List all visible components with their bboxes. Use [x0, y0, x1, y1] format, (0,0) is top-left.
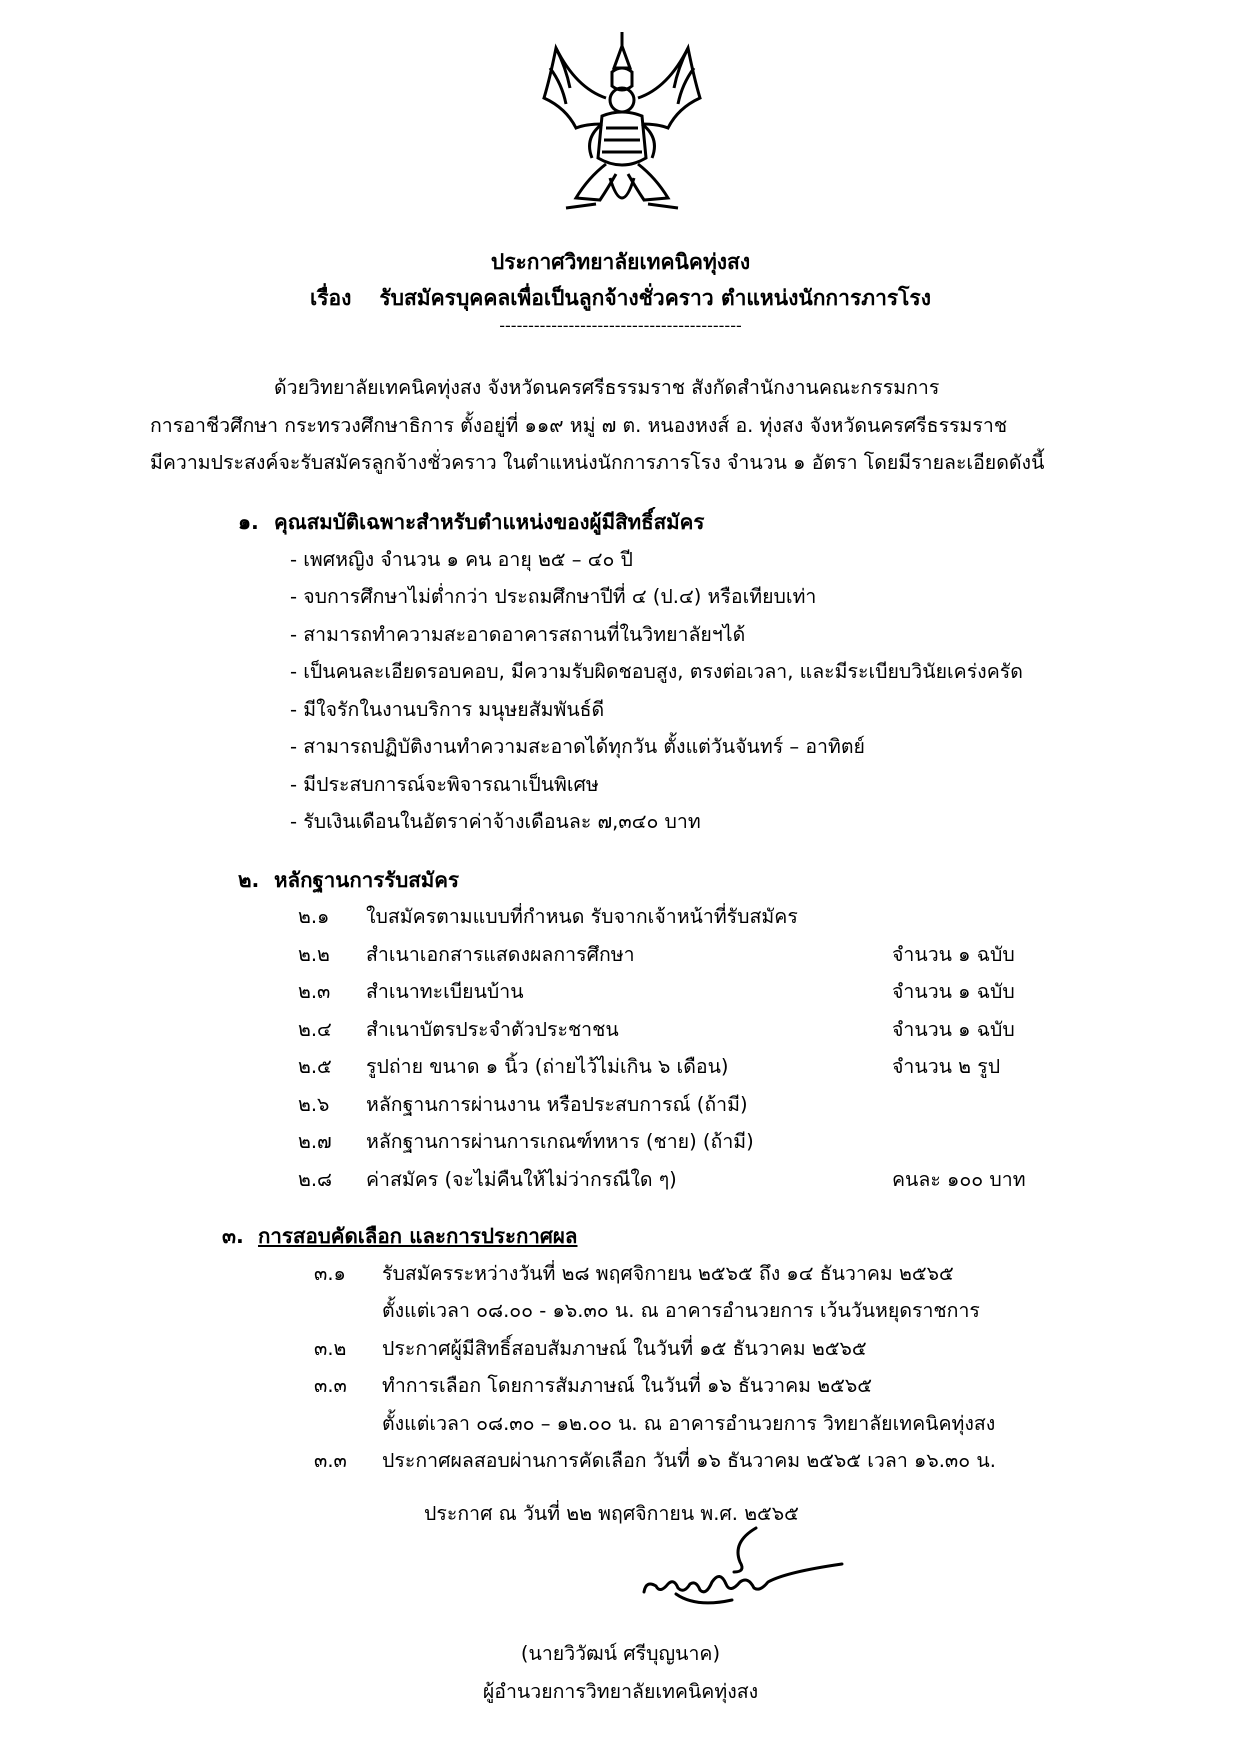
qualification-item: - สามารถทำความสะอาดอาคารสถานที่ในวิทยาลัยฯได้	[290, 623, 746, 646]
document-item: ๒.๑ ใบสมัครตามแบบที่กำหนด รับจากเจ้าหน้าที่รับสมัคร	[298, 905, 798, 928]
qualification-item: - เพศหญิง จำนวน ๑ คน อายุ ๒๕ – ๔๐ ปี	[290, 548, 633, 571]
section-3-heading	[222, 1220, 578, 1253]
schedule-item: ๓.๑ รับสมัครระหว่างวันที่ ๒๘ พฤศจิกายน ๒๕๖๕ ถึง ๑๔ ธันวาคม ๒๕๖๕	[314, 1262, 954, 1285]
document-item: ๒.๖ หลักฐานการผ่านงาน หรือประสบการณ์ (ถ้ามี)	[298, 1093, 748, 1116]
document-item: ๒.๕ รูปถ่าย ขนาด ๑ นิ้ว (ถ่ายไว้ไม่เกิน ๖ เดือน)	[298, 1055, 729, 1078]
qualification-item: - เป็นคนละเอียดรอบคอบ, มีความรับผิดชอบสูง, ตรงต่อเวลา, และมีระเบียบวินัยเคร่งครัด	[290, 660, 1023, 683]
document-item: ๒.๒ สำเนาเอกสารแสดงผลการศึกษา	[298, 943, 635, 966]
section-2-heading	[238, 864, 459, 897]
schedule-item: ตั้งแต่เวลา ๐๘.๐๐ - ๑๖.๓๐ น. ณ อาคารอำนวยการ เว้นวันหยุดราชการ	[382, 1299, 980, 1322]
section-2-number: ๒.	[238, 868, 260, 892]
document-qty: จำนวน ๑ ฉบับ	[892, 943, 1015, 966]
signer-position: ผู้อำนวยการวิทยาลัยเทคนิคทุ่งสง	[482, 1680, 759, 1703]
subject-label: เรื่อง	[310, 286, 352, 310]
document-item: ๒.๗ หลักฐานการผ่านการเกณฑ์ทหาร (ชาย) (ถ้ามี)	[298, 1130, 754, 1153]
document-item: ๒.๔ สำเนาบัตรประจำตัวประชาชน	[298, 1018, 619, 1041]
qualification-item: - จบการศึกษาไม่ต่ำกว่า ประถมศึกษาปีที่ ๔ (ป.๔) หรือเทียบเท่า	[290, 585, 817, 608]
document-item: ๒.๓ สำเนาทะเบียนบ้าน	[298, 980, 524, 1003]
section-1-title: คุณสมบัติเฉพาะสำหรับตำแหน่งของผู้มีสิทธิ์สมัคร	[274, 510, 705, 534]
schedule-item: ๓.๒ ประกาศผู้มีสิทธิ์สอบสัมภาษณ์ ในวันที่ ๑๕ ธันวาคม ๒๕๖๕	[314, 1337, 867, 1360]
section-1-number: ๑.	[238, 510, 259, 534]
document-qty: จำนวน ๒ รูป	[892, 1055, 1001, 1078]
section-3-title: การสอบคัดเลือก และการประกาศผล	[258, 1224, 578, 1248]
schedule-item: ตั้งแต่เวลา ๐๘.๓๐ – ๑๒.๐๐ น. ณ อาคารอำนวยการ วิทยาลัยเทคนิคทุ่งสง	[382, 1412, 996, 1435]
signer-name: (นายวิวัฒน์ ศรีบุญนาค)	[520, 1642, 721, 1665]
signature-image	[636, 1522, 846, 1614]
document-title: ประกาศวิทยาลัยเทคนิคทุ่งสง	[490, 250, 751, 274]
schedule-item: ๓.๓ ประกาศผลสอบผ่านการคัดเลือก วันที่ ๑๖ ธันวาคม ๒๕๖๕ เวลา ๑๖.๓๐ น.	[314, 1449, 996, 1472]
section-1-heading	[238, 506, 704, 539]
section-3-number: ๓.	[222, 1224, 244, 1248]
intro-line-2: การอาชีวศึกษา กระทรวงศึกษาธิการ ตั้งอยู่ที่ ๑๑๙ หมู่ ๗ ต. หนองหงส์ อ. ทุ่งสง จังหวัดนครศรีธรรมราช	[150, 414, 1008, 437]
schedule-item: ๓.๓ ทำการเลือก โดยการสัมภาษณ์ ในวันที่ ๑๖ ธันวาคม ๒๕๖๕	[314, 1374, 872, 1397]
qualification-item: - สามารถปฏิบัติงานทำความสะอาดได้ทุกวัน ตั้งแต่วันจันทร์ – อาทิตย์	[290, 735, 865, 758]
document-item: ๒.๘ ค่าสมัคร (จะไม่คืนให้ไม่ว่ากรณีใด ๆ)	[298, 1168, 677, 1191]
qualification-item: - มีประสบการณ์จะพิจารณาเป็นพิเศษ	[290, 773, 599, 796]
title-divider: ------------------------------------------	[499, 316, 742, 335]
intro-line-3: มีความประสงค์จะรับสมัครลูกจ้างชั่วคราว ในตำแหน่งนักการภารโรง จำนวน ๑ อัตรา โดยมีรายละเอียดดังนี้	[150, 451, 1045, 474]
announcement-date: ประกาศ ณ วันที่ ๒๒ พฤศจิกายน พ.ศ. ๒๕๖๕	[424, 1502, 799, 1525]
document-qty: จำนวน ๑ ฉบับ	[892, 980, 1015, 1003]
subject-text: รับสมัครบุคคลเพื่อเป็นลูกจ้างชั่วคราว ตำแหน่งนักการภารโรง	[379, 286, 931, 310]
document-qty: จำนวน ๑ ฉบับ	[892, 1018, 1015, 1041]
intro-line-1: ด้วยวิทยาลัยเทคนิคทุ่งสง จังหวัดนครศรีธรรมราช สังกัดสำนักงานคณะกรรมการ	[274, 376, 940, 399]
qualification-item: - รับเงินเดือนในอัตราค่าจ้างเดือนละ ๗,๓๔๐ บาท	[290, 810, 701, 833]
document-qty: คนละ ๑๐๐ บาท	[892, 1168, 1026, 1191]
garuda-emblem-icon	[536, 28, 708, 228]
subject-line	[0, 282, 1241, 315]
section-2-title: หลักฐานการรับสมัคร	[274, 868, 460, 892]
qualification-item: - มีใจรักในงานบริการ มนุษยสัมพันธ์ดี	[290, 698, 605, 721]
